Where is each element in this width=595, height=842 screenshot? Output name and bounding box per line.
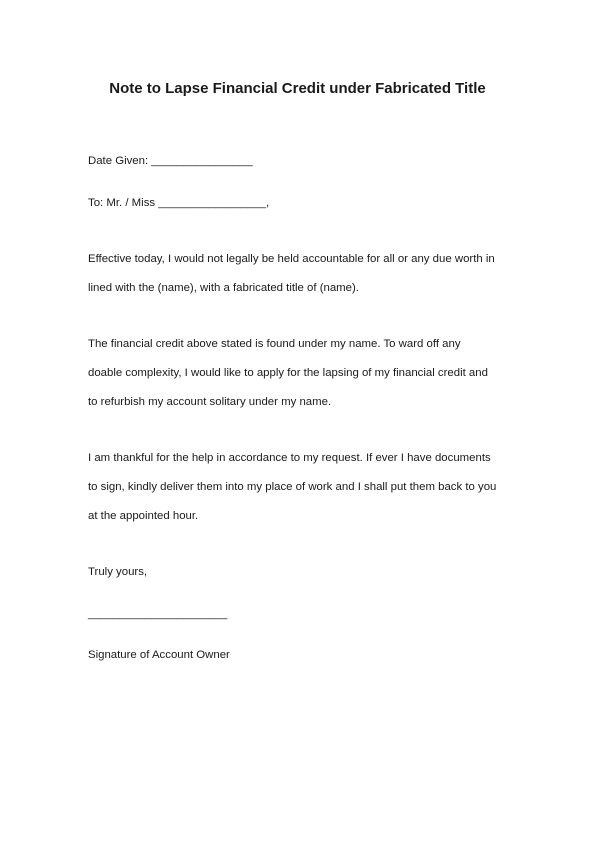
document-title: Note to Lapse Financial Credit under Fabricated Title	[109, 80, 486, 97]
paragraph-3-line-3: at the appointed hour.	[88, 510, 199, 522]
signature-label: Signature of Account Owner	[88, 649, 230, 661]
closing-text: Truly yours,	[88, 566, 148, 578]
paragraph-3-line-1: I am thankful for the help in accordance to my request. If ever I have documents	[88, 452, 491, 464]
paragraph-2-line-1: The financial credit above stated is found under my name. To ward off any	[88, 338, 461, 350]
date-given-line: Date Given: ________________	[88, 155, 253, 167]
paragraph-1-line-2: lined with the (name), with a fabricated title of (name).	[88, 282, 359, 294]
paragraph-3-line-2: to sign, kindly deliver them into my place of work and I shall put them back to you	[88, 481, 497, 493]
paragraph-1-line-1: Effective today, I would not legally be held accountable for all or any due worth in	[88, 253, 495, 265]
signature-line: ______________________	[88, 608, 228, 620]
paragraph-2-line-3: to refurbish my account solitary under my name.	[88, 396, 332, 408]
paragraph-2-line-2: doable complexity, I would like to apply for the lapsing of my financial credit and	[88, 367, 488, 379]
recipient-line: To: Mr. / Miss _________________,	[88, 197, 270, 209]
